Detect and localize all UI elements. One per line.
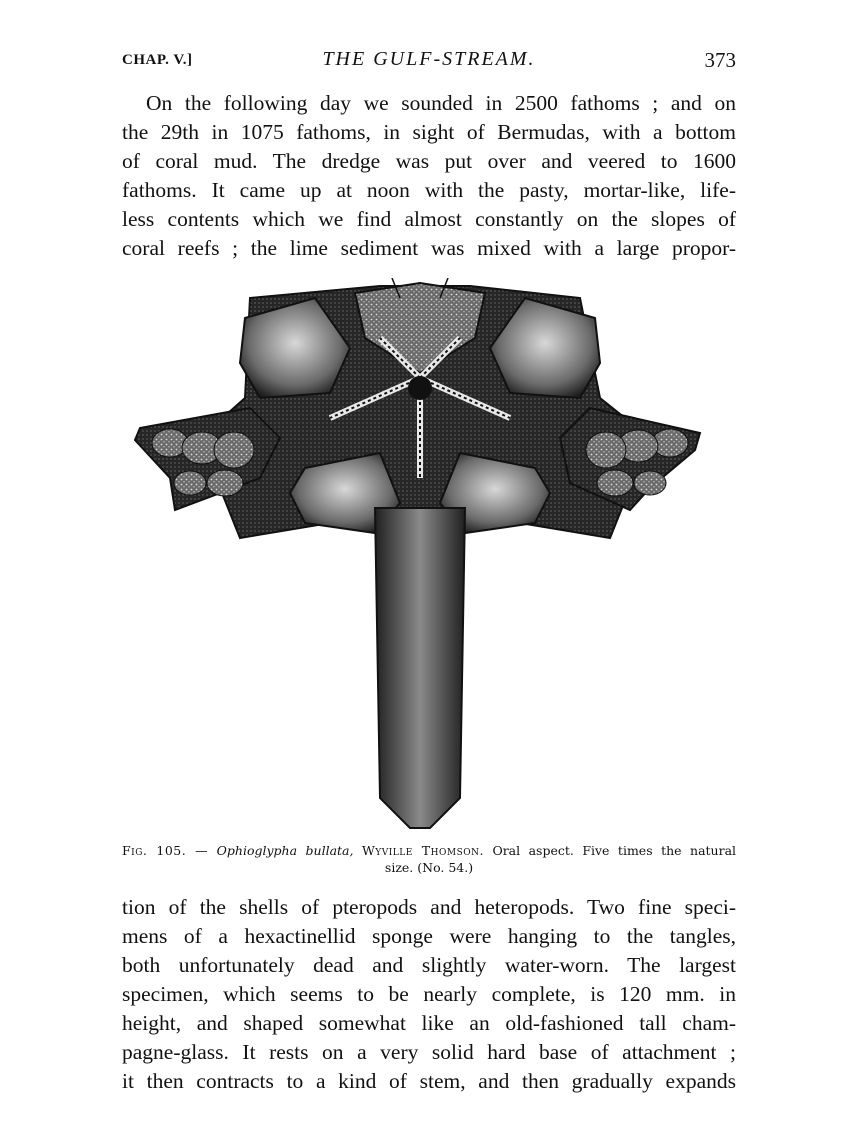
chapter-reference: CHAP. V.] xyxy=(122,52,193,68)
text-line: less contents which we find almost constantly on the slopes of xyxy=(122,207,736,231)
figure-brittle-star xyxy=(130,278,710,830)
caption-line-1 xyxy=(122,842,736,859)
text-line: the 29th in 1075 fathoms, in sight of Bermudas, with a bottom xyxy=(122,120,736,144)
text-line: tion of the shells of pteropods and heteropods. Two fine speci- xyxy=(122,895,736,919)
text-line: coral reefs ; the lime sediment was mixed with a large propor- xyxy=(122,236,736,260)
text-line: On the following day we sounded in 2500 fathoms ; and on xyxy=(146,91,736,115)
text-line: height, and shaped somewhat like an old-fashioned tall cham- xyxy=(122,1011,736,1035)
text-line: specimen, which seems to be nearly complete, is 120 mm. in xyxy=(122,982,736,1006)
caption-description: Oral aspect. Five times the natural xyxy=(492,843,736,858)
text-line: fathoms. It came up at noon with the pasty, mortar-like, life- xyxy=(122,178,736,202)
page-number: 373 xyxy=(704,48,736,72)
text-line: mens of a hexactinellid sponge were hanging to the tangles, xyxy=(122,924,736,948)
author-name: Wyville Thomson. xyxy=(361,843,484,858)
text-line: of coral mud. The dredge was put over and veered to 1600 xyxy=(122,149,736,173)
running-head xyxy=(122,48,736,74)
paragraph-bottom xyxy=(122,893,736,1096)
text-line: it then contracts to a kind of stem, and then gradually expands xyxy=(122,1069,736,1093)
caption-line-2: size. (No. 54.) xyxy=(384,860,474,875)
text-line: pagne-glass. It rests on a very solid hard base of attachment ; xyxy=(122,1040,736,1064)
lower-arm xyxy=(375,508,465,828)
species-name: Ophioglypha bullata, xyxy=(216,843,354,858)
paragraph-top xyxy=(122,89,736,263)
figure-label: Fig. 105. — xyxy=(122,843,209,858)
brittle-star-illustration xyxy=(130,278,710,830)
figure-caption xyxy=(122,842,736,876)
running-title: THE GULF-STREAM. xyxy=(322,48,536,70)
text-line: both unfortunately dead and slightly water-worn. The largest xyxy=(122,953,736,977)
